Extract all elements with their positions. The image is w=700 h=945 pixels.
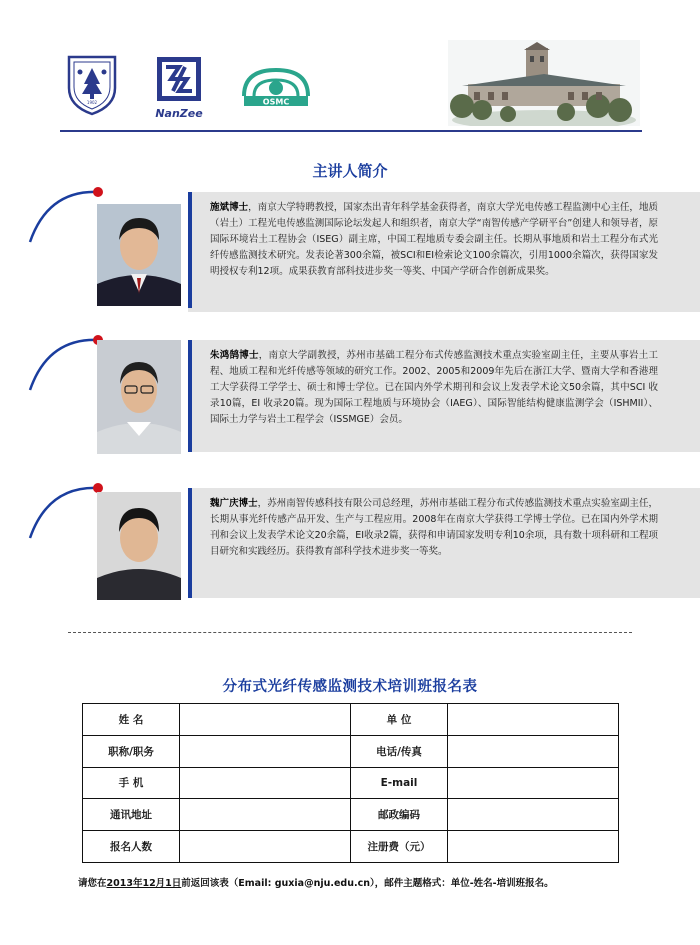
form-field-title-position[interactable] [180,735,351,767]
speaker-bio-text-1: ，南京大学特聘教授，国家杰出青年科学基金获得者，南京大学光电传感工程监测中心主任，地质（岩土）工程光电传感监测国际论坛发起人和组织者，南京大学“南智传感产学研平台”创建人和领导者，原国际环境岩土工程协会（ISEG）副主席，中国工程地质专委会副主任。长期从事地质和岩土工程分布式光纤传感监测技术研究。发表论著300余篇，被SCI和EI检索论文100余篇次，引用1000余篇次，获得国家发明授权专利12项。成果获教育部科技进步奖一等奖、中国产学研合作创新成果奖。 [210,202,658,277]
speaker-photo-2 [97,340,181,454]
speaker-photo-3 [97,492,181,600]
speaker-accent-bar-1 [188,192,192,308]
form-field-organization[interactable] [448,704,619,736]
form-label-title-position: 职称/职务 [83,735,180,767]
form-row [83,704,619,736]
form-row [83,735,619,767]
submission-note [78,875,678,889]
form-field-attendees[interactable] [180,831,351,863]
section-title: 主讲人简介 [312,162,388,180]
form-row [83,831,619,863]
osmc-logo [238,66,314,108]
header-divider [60,130,642,132]
speaker-bio-2 [210,348,658,428]
form-row [83,767,619,799]
campus-building-image [448,40,640,126]
registration-form-table [82,703,619,863]
form-label-postcode: 邮政编码 [351,799,448,831]
form-field-postcode[interactable] [448,799,619,831]
submission-note-prefix: 请您在 [78,878,107,889]
form-label-phone-fax: 电话/传真 [351,735,448,767]
decorative-curve-2 [28,332,108,392]
form-field-mobile[interactable] [180,767,351,799]
form-field-name[interactable] [180,704,351,736]
nanzee-logo [153,55,205,123]
form-field-email[interactable] [448,767,619,799]
form-label-address: 通讯地址 [83,799,180,831]
submission-note-suffix: 前返回该表（Email: guxia@nju.edu.cn），邮件主题格式：单位-姓名-培训班报名。 [181,878,554,889]
form-field-address[interactable] [180,799,351,831]
decorative-curve-3 [28,480,108,540]
submission-deadline: 2013年12月1日 [106,878,182,889]
osmc-logo-text: OSMC [262,97,290,107]
form-field-fee[interactable] [448,831,619,863]
speaker-name-3: 魏广庆博士 [210,498,258,509]
nanzee-logo-text: NanZee [155,107,203,120]
speaker-bio-text-2: ，南京大学副教授，苏州市基础工程分布式传感监测技术重点实验室副主任，主要从事岩土工程、地质工程和光纤传感等领域的研究工作。2002、2005和2009年先后在浙江大学、暨南大学和香港理工大学获得工学学士、硕士和博士学位。已在国内外学术期刊和会议上发表学术论文50余篇，其中SCI 收录10篇，EI 收录20篇。现为国际工程地质与环境协会（IAEG）、国际智能结构健康监测学会（ISHMII）、国际土力学与岩土工程学会（ISSMGE）会员。 [210,350,658,425]
form-title: 分布式光纤传感监测技术培训班报名表 [222,679,478,695]
speaker-bio-text-3: ，苏州南智传感科技有限公司总经理，苏州市基础工程分布式传感监测技术重点实验室副主任，长期从事光纤传感产品开发、生产与工程应用。2008年在南京大学获得工学博士学位。已在国内外学术期刊和会议上发表学术论文20余篇，EI收录2篇，获得和申请国家发明专利10余项，具有数十项科研和工程项目研究和实践经历。获得教育部科学技术进步奖一等奖。 [210,498,658,557]
form-label-name: 姓 名 [83,704,180,736]
form-label-mobile: 手 机 [83,767,180,799]
form-row [83,799,619,831]
form-field-phone-fax[interactable] [448,735,619,767]
form-label-fee: 注册费（元） [351,831,448,863]
speaker-name-1: 施斌博士 [210,202,249,213]
decorative-curve-1 [28,184,108,244]
form-label-organization: 单 位 [351,704,448,736]
speaker-bio-3 [210,496,658,560]
speaker-name-2: 朱鸿鹄博士 [210,350,259,361]
dashed-separator [68,632,632,633]
speaker-photo-1 [97,204,181,306]
nju-logo [66,54,118,116]
form-label-email: E-mail [351,767,448,799]
form-label-attendees: 报名人数 [83,831,180,863]
nju-logo-year: 1902 [86,100,98,105]
speaker-bio-1 [210,200,658,280]
speaker-accent-bar-3 [188,488,192,598]
speaker-accent-bar-2 [188,340,192,452]
